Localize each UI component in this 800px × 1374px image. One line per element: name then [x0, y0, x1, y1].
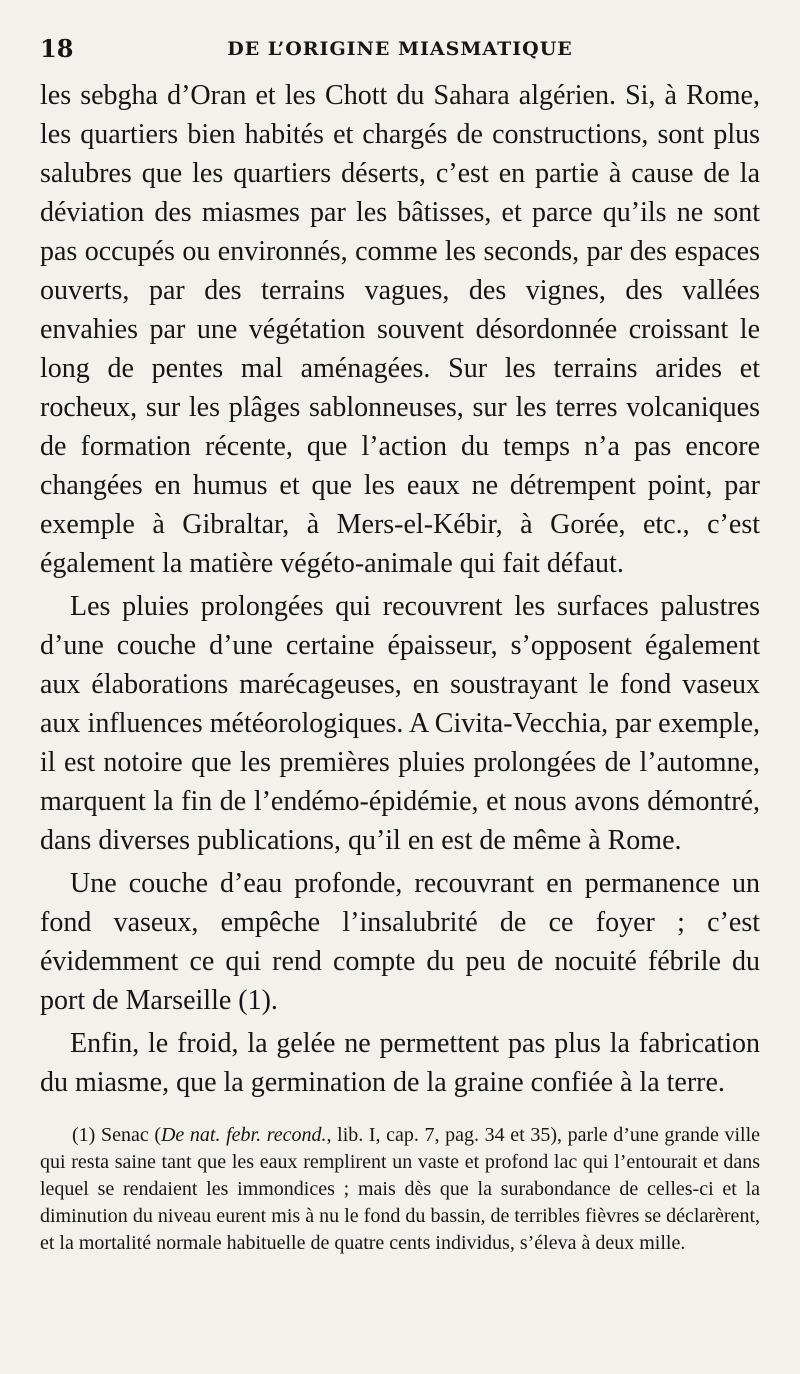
page-number: 18 [40, 34, 74, 63]
paragraph-4: Enfin, le froid, la gelée ne permettent pas plus la fabrication du miasme, que la germination de la graine confiée à la terre. [40, 1028, 760, 1098]
running-title: DE L’ORIGINE MIASMATIQUE [227, 38, 573, 60]
main-text [40, 76, 760, 1102]
page-header [40, 30, 760, 70]
footnote-marker: (1) Senac ( [72, 1124, 161, 1146]
footnote-citation: De nat. febr. recond. [160, 1124, 327, 1146]
paragraph-1: les sebgha d’Oran et les Chott du Sahara algérien. Si, à Rome, les quartiers bien habités et chargés de constructions, sont plus salubres que les quartiers déserts, c’est en partie à cause de la déviation des miasmes par les bâtisses, et parce qu’ils ne sont pas occupés ou environnés, comme les seconds, par des espaces ouverts, par des terrains vagues, des vignes, des vallées envahies par une végétation souvent désordonnée croissant le long de pentes mal aménagées. Sur les terrains arides et rocheux, sur les plâges sablonneuses, sur les terres volcaniques de formation récente, que l’action du temps n’a pas encore changées en humus et que les eaux ne détrempent point, par exemple à Gibraltar, à Mers-el-Kébir, à Gorée, etc., c’est également la matière végéto-animale qui fait défaut. [40, 80, 760, 579]
paragraph-3: Une couche d’eau profonde, recouvrant en permanence un fond vaseux, empêche l’insalubrité de ce foyer ; c’est évidemment ce qui rend compte du peu de nocuité fébrile du port de Marseille (1). [40, 868, 760, 1016]
footnote-text: , lib. I, cap. 7, pag. 34 et 35), parle d’une grande ville qui resta saine tant que les eaux remplirent un vaste et profond lac qui l’entourait et dans lequel se rendaient les immondices ; mais dès que la surabondance de celles-ci et la diminution du niveau eurent mis à nu le fond du bassin, de terribles fièvres se déclarèrent, et la mortalité normale habituelle de quatre cents individus, s’éleva à deux mille. [40, 1124, 760, 1254]
paragraph-2: Les pluies prolongées qui recouvrent les surfaces palustres d’une couche d’une certaine épaisseur, s’opposent également aux élaborations marécageuses, en soustrayant le fond vaseux aux influences météorologiques. A Civita-Vecchia, par exemple, il est notoire que les premières pluies prolongées de l’automne, marquent la fin de l’endémo-épidémie, et nous avons démontré, dans diverses publications, qu’il en est de même à Rome. [40, 591, 760, 856]
footnote [40, 1122, 760, 1257]
